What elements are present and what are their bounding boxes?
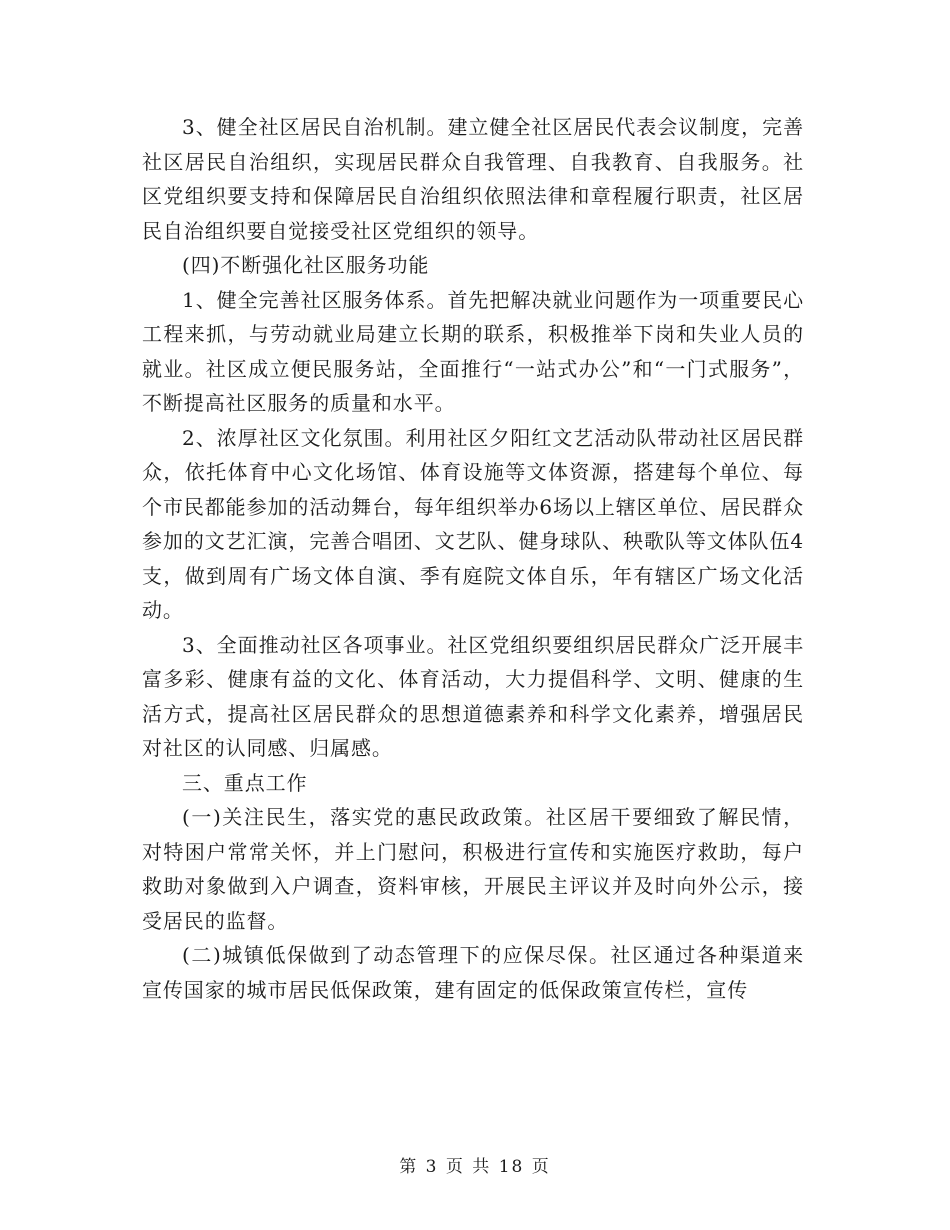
page-number-footer: 第 3 页 共 18 页: [399, 1157, 551, 1177]
heading-community-service: (四)不断强化社区服务功能: [182, 253, 430, 277]
paragraph-livelihood: (一)关注民生，落实党的惠民政政策。社区居干要细致了解民情，对特困户常常关怀，并上门慰问，积极进行宣传和实施医疗救助，每户救助对象做到入户调查，资料审核，开展民主评议并及时向外公示，接受居民的监督。: [142, 805, 804, 933]
paragraph-culture: 2、浓厚社区文化氛围。利用社区夕阳红文艺活动队带动社区居民群众，依托体育中心文化场馆、体育设施等文体资源，搭建每个单位、每个市民都能参加的活动舞台，每年组织举办6场以上辖区单位、居民群众参加的文艺汇演，完善合唱团、文艺队、健身球队、秧歌队等文体队伍4支，做到周有广场文体自演、季有庭院文体自乐，年有辖区广场文化活动。: [142, 425, 804, 622]
heading-key-work: 三、重点工作: [182, 770, 308, 795]
paragraph-service-system: 1、健全完善社区服务体系。首先把解决就业问题作为一项重要民心工程来抓，与劳动就业局建立长期的联系，积极推举下岗和失业人员的就业。社区成立便民服务站，全面推行“一站式办公”和“一门式服务”，不断提高社区服务的质量和水平。: [142, 287, 804, 415]
paragraph-self-governance: 3、健全社区居民自治机制。建立健全社区居民代表会议制度，完善社区居民自治组织，实现居民群众自我管理、自我教育、自我服务。社区党组织要支持和保障居民自治组织依照法律和章程履行职责，社区居民自治组织要自觉接受社区党组织的领导。: [142, 115, 804, 243]
paragraph-community-affairs: 3、全面推动社区各项事业。社区党组织要组织居民群众广泛开展丰富多彩、健康有益的文化、体育活动，大力提倡科学、文明、健康的生活方式，提高社区居民群众的思想道德素养和科学文化素养，增强居民对社区的认同感、归属感。: [142, 632, 804, 760]
document-body: [142, 110, 804, 1007]
paragraph-minimum-living: (二)城镇低保做到了动态管理下的应保尽保。社区通过各种渠道来宣传国家的城市居民低保政策，建有固定的低保政策宣传栏，宣传: [142, 943, 804, 1002]
